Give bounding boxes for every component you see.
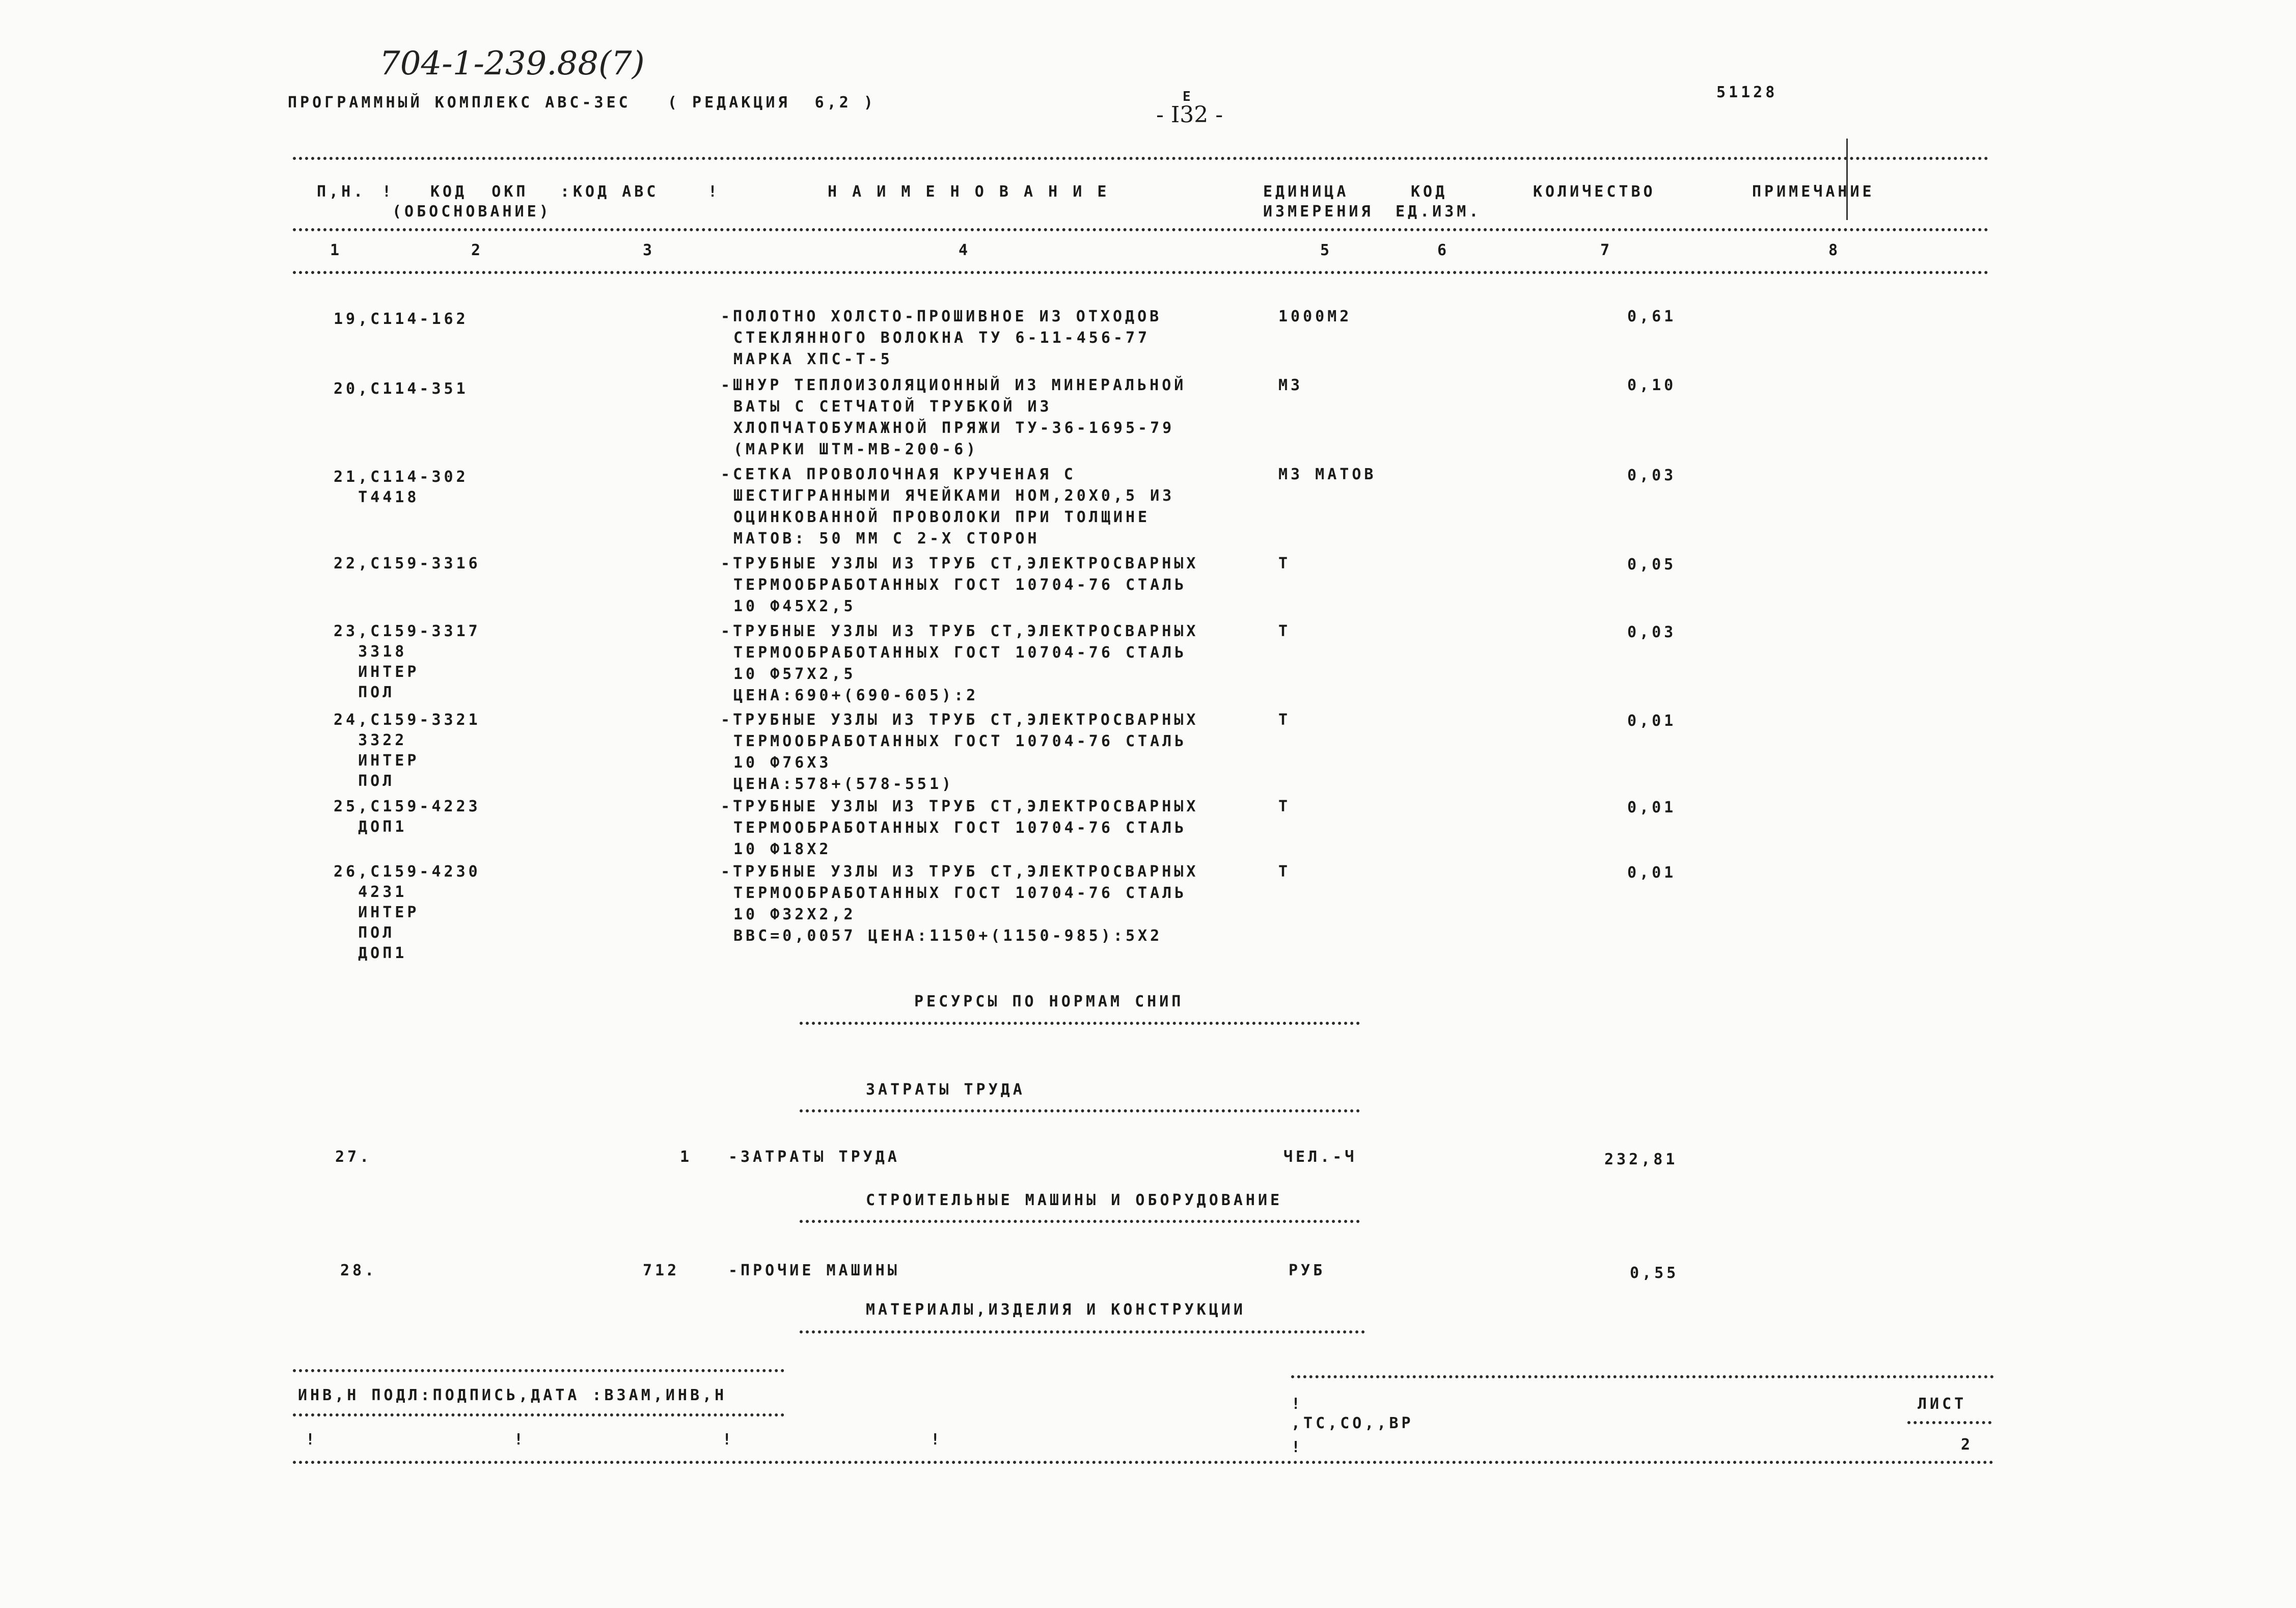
col-sep: : (560, 183, 573, 201)
labor-row-unit: ЧЕЛ.-Ч (1283, 1148, 1357, 1166)
row-unit: Т (1278, 555, 1291, 573)
row-name: 10 Ф57Х2,5 (733, 665, 856, 683)
row-unit: Т (1278, 711, 1291, 729)
row-name: -СЕТКА ПРОВОЛОЧНАЯ КРУЧЕНАЯ С (721, 466, 1076, 483)
row-code: 21,С114-302 (334, 468, 469, 486)
header-divider (1846, 139, 1848, 220)
row-qty: 0,10 (1627, 376, 1677, 394)
section-underline (800, 1109, 1360, 1112)
row-name: 10 Ф76Х3 (733, 754, 832, 772)
row-code: 24,С159-3321 (334, 711, 481, 729)
row-name: ТЕРМООБРАБОТАННЫХ ГОСТ 10704-76 СТАЛЬ (733, 819, 1187, 837)
row-code: 25,С159-4223 (334, 798, 481, 815)
row-qty: 0,03 (1627, 467, 1677, 484)
section-title-resources: РЕСУРСЫ ПО НОРМАМ СНИП (914, 993, 1184, 1011)
row-name: ОЦИНКОВАННОЙ ПРОВОЛОКИ ПРИ ТОЛЩИНЕ (733, 508, 1151, 526)
col-number-3: 3 (643, 241, 655, 259)
row-name: -ТРУБНЫЕ УЗЛЫ ИЗ ТРУБ СТ,ЭЛЕКТРОСВАРНЫХ (721, 798, 1199, 815)
labor-row-num: 27. (335, 1148, 372, 1166)
row-name: ТЕРМООБРАБОТАННЫХ ГОСТ 10704-76 СТАЛЬ (733, 644, 1187, 662)
row-name: -ТРУБНЫЕ УЗЛЫ ИЗ ТРУБ СТ,ЭЛЕКТРОСВАРНЫХ (721, 555, 1199, 573)
row-qty: 0,05 (1627, 556, 1677, 574)
footer-bottom-rule (293, 1461, 1994, 1464)
row-code: 3322 (334, 731, 407, 749)
row-code: 20,С114-351 (334, 380, 469, 398)
row-code: 19,С114-162 (334, 310, 469, 328)
row-code: ПОЛ (334, 924, 395, 942)
row-code: Т4418 (334, 488, 420, 506)
row-qty: 0,61 (1627, 308, 1677, 325)
machine-row-qty: 0,55 (1630, 1264, 1679, 1282)
row-name: 10 Ф32Х2,2 (733, 906, 856, 923)
section-underline (800, 1330, 1365, 1333)
machine-row-abc: 712 (643, 1262, 680, 1279)
footer-sep: ! (1291, 1395, 1304, 1413)
row-code: 23,С159-3317 (334, 622, 481, 640)
col-header-4: Н А И М Е Н О В А Н И Е (828, 183, 1110, 201)
col-number-1: 1 (330, 241, 343, 259)
row-name: -ШНУР ТЕПЛОИЗОЛЯЦИОННЫЙ ИЗ МИНЕРАЛЬНОЙ (721, 376, 1187, 394)
row-code: ДОП1 (334, 944, 407, 962)
row-name: СТЕКЛЯННОГО ВОЛОКНА ТУ 6-11-456-77 (733, 329, 1151, 347)
page-mark: Е (1183, 89, 1194, 104)
row-code: 26,С159-4230 (334, 863, 481, 881)
row-name: -ТРУБНЫЕ УЗЛЫ ИЗ ТРУБ СТ,ЭЛЕКТРОСВАРНЫХ (721, 622, 1199, 640)
col-header-7: КОЛИЧЕСТВО (1533, 183, 1656, 201)
col-sep: ! (708, 183, 721, 201)
col-header-2b: (ОБОСНОВАНИЕ) (392, 203, 552, 221)
header-mid-rule (293, 228, 1989, 231)
row-name: 10 Ф18Х2 (733, 840, 832, 858)
machine-row-num: 28. (340, 1262, 377, 1279)
row-code: 22,С159-3316 (334, 555, 481, 573)
row-qty: 0,01 (1627, 864, 1677, 882)
col-header-2: КОД ОКП (430, 183, 529, 201)
row-name: ШЕСТИГРАННЫМИ ЯЧЕЙКАМИ НОМ,20Х0,5 ИЗ (733, 487, 1175, 505)
program-name: ПРОГРАММНЫЙ КОМПЛЕКС АВС-3ЕС ( РЕДАКЦИЯ 6,2 ) (288, 94, 876, 112)
row-name: ТЕРМООБРАБОТАННЫХ ГОСТ 10704-76 СТАЛЬ (733, 884, 1187, 902)
row-name: ЦЕНА:690+(690-605):2 (733, 687, 979, 704)
row-name: ВАТЫ С СЕТЧАТОЙ ТРУБКОЙ ИЗ (733, 398, 1052, 416)
row-unit: М3 МАТОВ (1278, 466, 1377, 483)
col-number-5: 5 (1320, 241, 1333, 259)
row-unit: Т (1278, 863, 1291, 881)
row-code: 3318 (334, 643, 407, 661)
row-qty: 0,03 (1627, 623, 1677, 641)
footer-sheet-number: 2 (1961, 1436, 1974, 1454)
machine-row-name: -ПРОЧИЕ МАШИНЫ (728, 1262, 900, 1279)
footer-doc-code: ,ТС,СО,,ВР (1291, 1414, 1414, 1432)
col-header-8: ПРИМЕЧАНИЕ (1752, 183, 1875, 201)
row-unit: Т (1278, 622, 1291, 640)
col-number-4: 4 (959, 241, 971, 259)
section-title-materials: МАТЕРИАЛЫ,ИЗДЕЛИЯ И КОНСТРУКЦИИ (866, 1301, 1246, 1319)
footer-sheet-label: ЛИСТ (1918, 1395, 1967, 1413)
row-name: ХЛОПЧАТОБУМАЖНОЙ ПРЯЖИ ТУ-36-1695-79 (733, 419, 1175, 437)
row-code: ИНТЕР (334, 904, 420, 921)
footer-stamp-header: ИНВ,Н ПОДЛ:ПОДПИСЬ,ДАТА :ВЗАМ,ИНВ,Н (298, 1386, 727, 1404)
row-name: ТЕРМООБРАБОТАННЫХ ГОСТ 10704-76 СТАЛЬ (733, 576, 1187, 594)
page-number: - I32 - (1156, 102, 1223, 128)
section-underline (800, 1220, 1360, 1223)
row-code: ИНТЕР (334, 663, 420, 681)
labor-row-abc: 1 (680, 1148, 693, 1166)
section-underline (800, 1022, 1360, 1025)
row-name: МАРКА ХПС-Т-5 (733, 350, 893, 368)
col-number-7: 7 (1600, 241, 1613, 259)
footer-left-top-rule (293, 1369, 784, 1372)
row-code: 4231 (334, 883, 407, 901)
col-header-5: ЕДИНИЦА (1263, 183, 1349, 201)
row-name: ТЕРМООБРАБОТАННЫХ ГОСТ 10704-76 СТАЛЬ (733, 732, 1187, 750)
row-name: ВВС=0,0057 ЦЕНА:1150+(1150-985):5Х2 (733, 927, 1163, 945)
section-title-machines: СТРОИТЕЛЬНЫЕ МАШИНЫ И ОБОРУДОВАНИЕ (866, 1191, 1283, 1209)
footer-left-mid-rule (293, 1413, 784, 1416)
row-code: ПОЛ (334, 684, 395, 701)
footer-right-top-rule (1291, 1375, 1994, 1378)
doc-number: 51128 (1716, 84, 1778, 101)
labor-row-qty: 232,81 (1604, 1151, 1678, 1168)
footer-stamp-seps: ! ! ! ! (306, 1431, 943, 1449)
col-header-5b: ИЗМЕРЕНИЯ (1263, 203, 1374, 221)
row-code: ИНТЕР (334, 752, 420, 770)
row-name: 10 Ф45Х2,5 (733, 597, 856, 615)
row-name: -ТРУБНЫЕ УЗЛЫ ИЗ ТРУБ СТ,ЭЛЕКТРОСВАРНЫХ (721, 711, 1199, 729)
handwritten-code: 704-1-239.88(7) (379, 45, 645, 83)
col-number-2: 2 (471, 241, 484, 259)
col-number-6: 6 (1437, 241, 1450, 259)
row-name: ЦЕНА:578+(578-551) (733, 775, 954, 793)
row-name: МАТОВ: 50 ММ С 2-Х СТОРОН (733, 530, 1040, 548)
machine-row-unit: РУБ (1289, 1262, 1326, 1279)
row-code: ПОЛ (334, 772, 395, 790)
col-header-3: КОД АВС (573, 183, 659, 201)
col-header-6: КОД (1411, 183, 1448, 201)
col-sep: ! (382, 183, 395, 201)
header-top-rule (293, 157, 1989, 160)
row-name: -ПОЛОТНО ХОЛСТО-ПРОШИВНОЕ ИЗ ОТХОДОВ (721, 308, 1162, 325)
labor-row-name: -ЗАТРАТЫ ТРУДА (728, 1148, 900, 1166)
row-qty: 0,01 (1627, 712, 1677, 730)
col-header-1: П,Н. (317, 183, 366, 201)
row-name: -ТРУБНЫЕ УЗЛЫ ИЗ ТРУБ СТ,ЭЛЕКТРОСВАРНЫХ (721, 863, 1199, 881)
section-title-labor: ЗАТРАТЫ ТРУДА (866, 1081, 1025, 1099)
header-bottom-rule (293, 271, 1989, 274)
col-header-6b: ЕД.ИЗМ. (1396, 203, 1482, 221)
row-unit: М3 (1278, 376, 1303, 394)
row-unit: Т (1278, 798, 1291, 815)
footer-sheet-rule (1907, 1421, 1991, 1424)
row-unit: 1000М2 (1278, 308, 1352, 325)
col-number-8: 8 (1828, 241, 1841, 259)
row-name: (МАРКИ ШТМ-МВ-200-6) (733, 441, 979, 458)
footer-sep: ! (1291, 1438, 1304, 1456)
row-code: ДОП1 (334, 818, 407, 836)
row-qty: 0,01 (1627, 799, 1677, 816)
